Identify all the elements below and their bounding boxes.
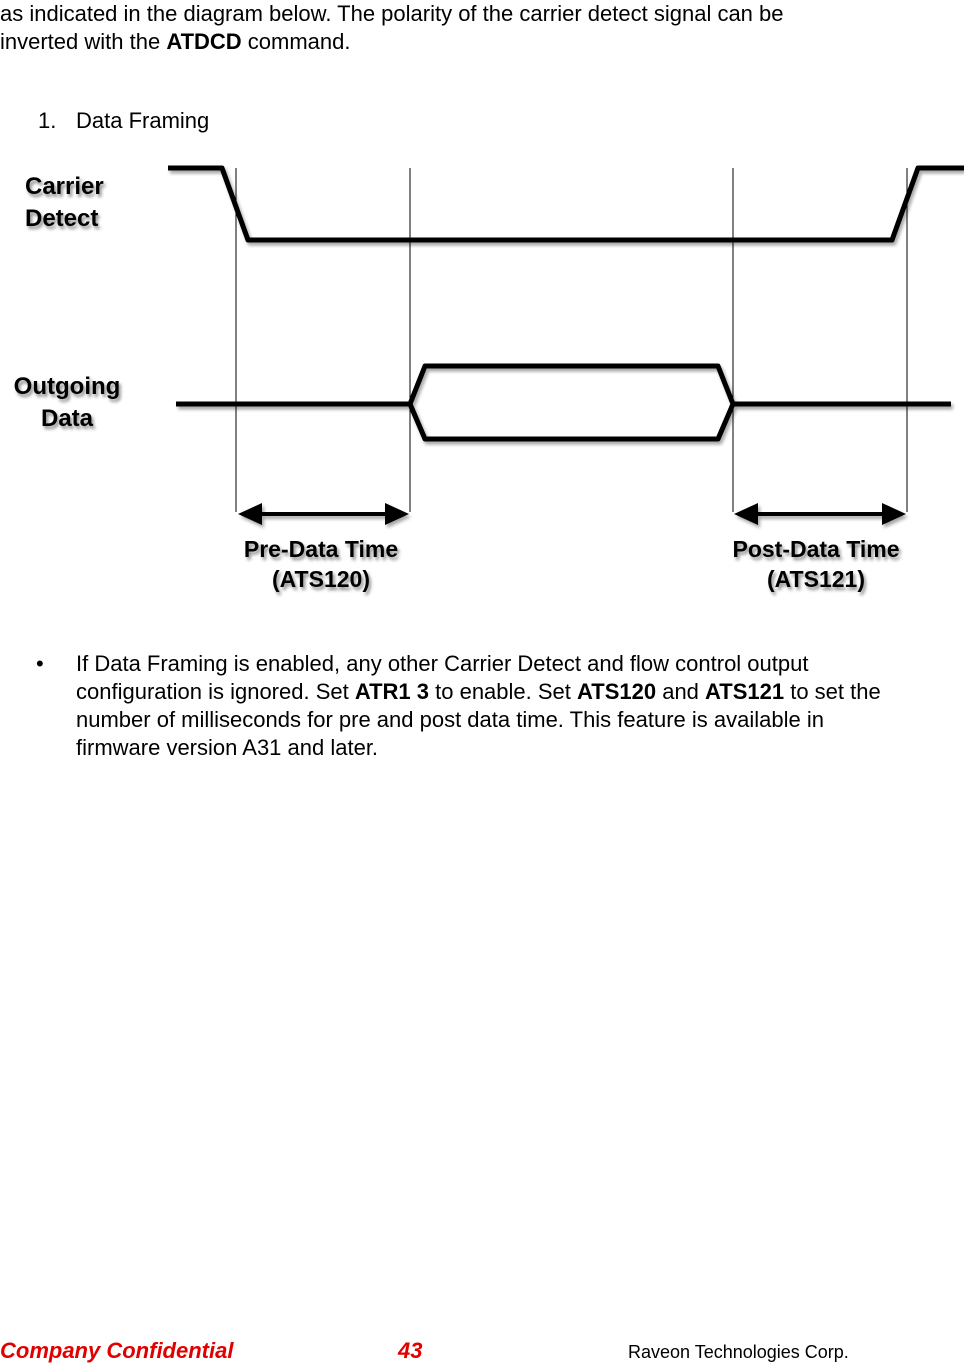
intro-line-2-prefix: inverted with the [0, 29, 167, 54]
post-data-time-label: Post-Data Time [732, 536, 900, 562]
page-footer [0, 1338, 964, 1366]
section-title: Data Framing [76, 108, 210, 133]
bullet-text [76, 650, 906, 762]
bullet-text-part-4: to set the number of milliseconds for pre and post data time. This feature is available in firmware version A31 and later. [76, 679, 881, 760]
company-name: Raveon Technologies Corp. [628, 1342, 849, 1362]
intro-paragraph [0, 0, 960, 56]
pre-data-time-label: Pre-Data Time [243, 536, 399, 562]
confidential-notice: Company Confidential [0, 1338, 234, 1363]
ats120-register: ATS120 [577, 679, 657, 704]
bullet-text-part-1: If Data Framing is enabled, any other Carrier Detect and flow control output configuration is ignored. Set [76, 651, 809, 704]
bullet-dot-icon: • [36, 651, 44, 676]
post-data-arrow [734, 503, 906, 525]
ats121-register: ATS121 [705, 679, 785, 704]
atr1-3-command: ATR1 3 [354, 679, 430, 704]
intro-line-1: as indicated in the diagram below. The polarity of the carrier detect signal can be [0, 1, 784, 26]
carrier-detect-waveform [168, 168, 964, 240]
intro-line-2-suffix: command. [241, 29, 351, 54]
atdcd-command: ATDCD [166, 29, 242, 54]
pre-data-arrow [238, 503, 409, 525]
section-number: 1. [38, 108, 57, 133]
carrier-detect-label-line-2: Detect [25, 205, 99, 232]
bullet-text-part-2: to enable. Set [429, 679, 578, 704]
section-heading [38, 107, 209, 135]
data-framing-timing-diagram [0, 155, 964, 610]
post-data-register-label: (ATS121) [767, 566, 865, 592]
outgoing-data-label-line-1: Outgoing [13, 373, 121, 400]
page-number: 43 [398, 1338, 423, 1363]
pre-data-register-label: (ATS120) [272, 566, 370, 592]
data-framing-bullet [32, 650, 932, 762]
outgoing-data-label-line-2: Data [40, 405, 94, 432]
carrier-detect-label-line-1: Carrier [25, 173, 104, 200]
bullet-text-part-3: and [656, 679, 706, 704]
outgoing-data-waveform [176, 366, 951, 439]
